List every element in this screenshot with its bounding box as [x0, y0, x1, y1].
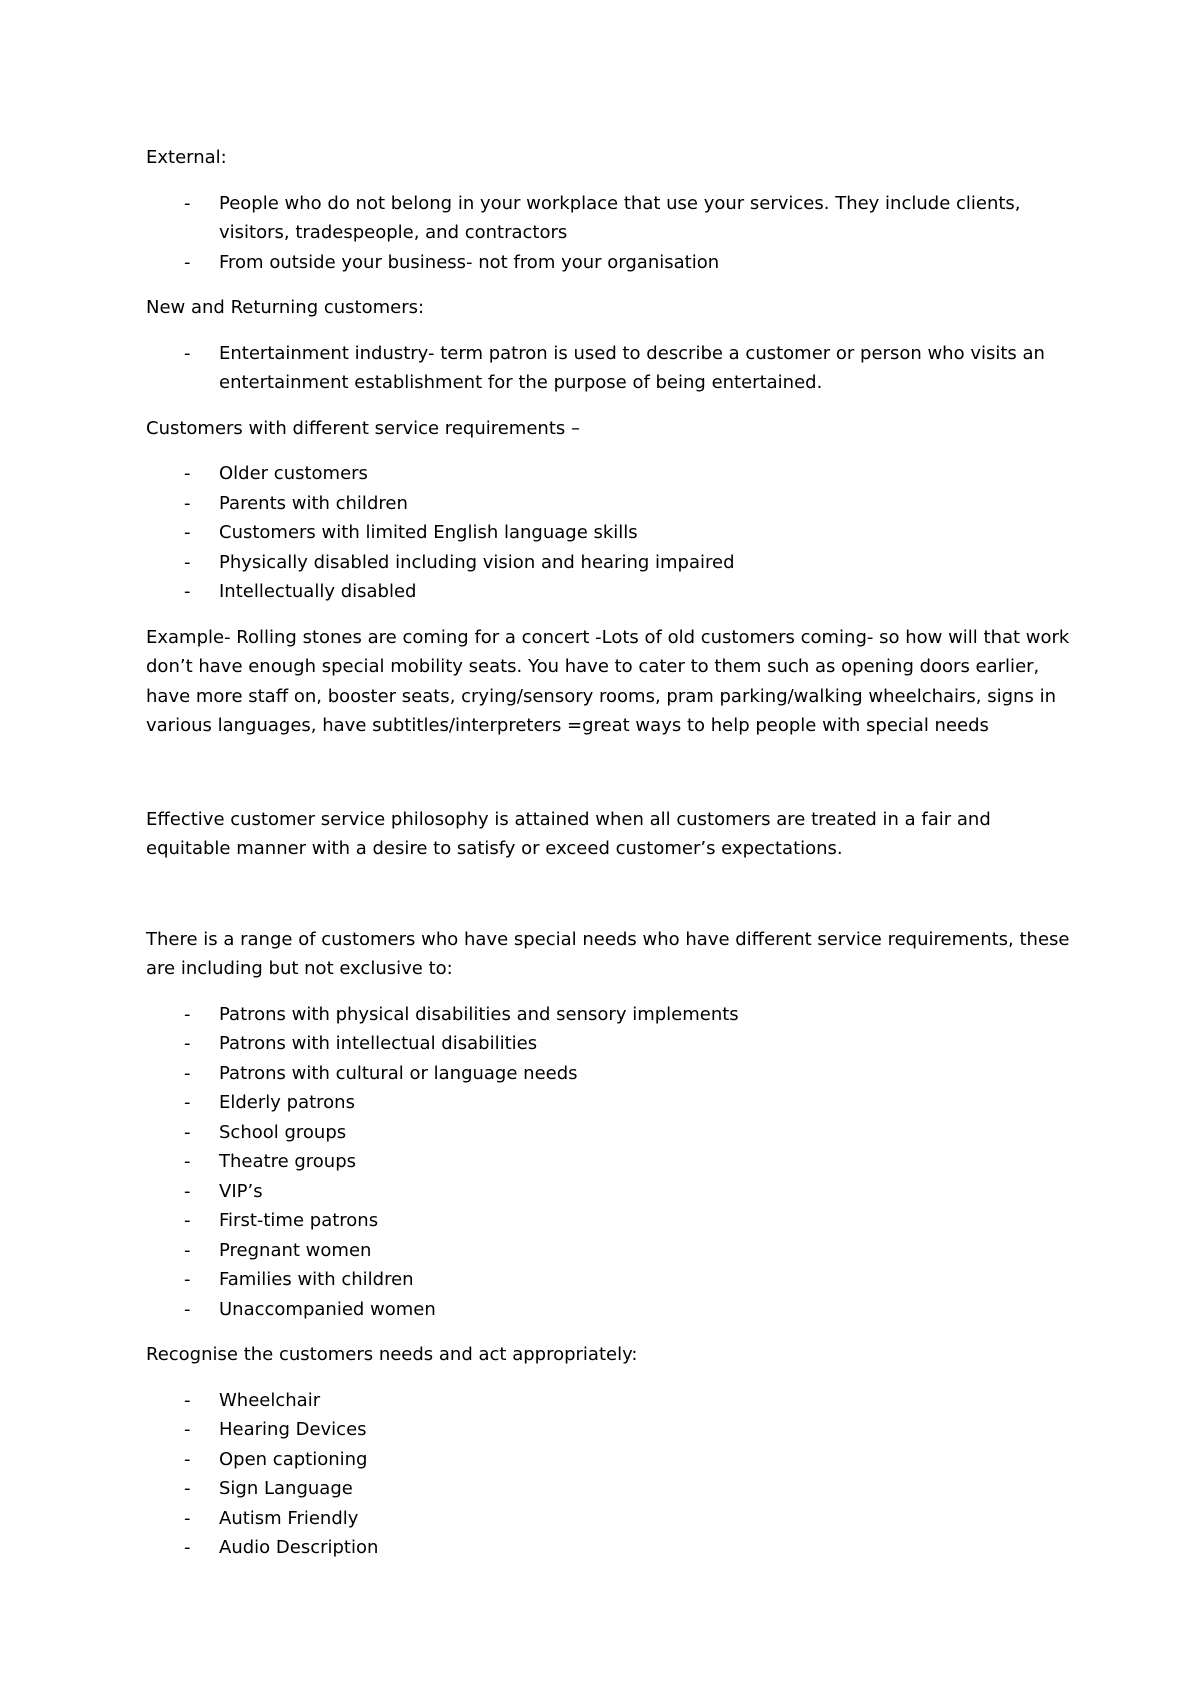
list-item	[146, 189, 1076, 248]
list-item	[146, 1177, 1076, 1207]
list-item	[146, 1059, 1076, 1089]
list-item-text: Patrons with physical disabilities and sensory implements	[219, 1003, 739, 1025]
list-item-text: Sign Language	[219, 1478, 353, 1499]
dash-bullet: -	[184, 1033, 191, 1054]
list-item-text: Unaccompanied women	[219, 1298, 436, 1320]
dash-bullet: -	[184, 1151, 191, 1172]
list-item-text: School groups	[219, 1121, 347, 1143]
list-item	[146, 1147, 1076, 1177]
list-item	[146, 518, 1076, 548]
list-item	[146, 548, 1076, 578]
list-item-text: People who do not belong in your workplace that use your services. They include clients, visitors, tradespeople, and contractors	[219, 192, 1021, 243]
dash-bullet: -	[184, 1121, 191, 1143]
dash-bullet: -	[184, 1180, 191, 1202]
dash-bullet: -	[184, 1062, 191, 1084]
bullet-list	[146, 459, 1076, 607]
list-item	[146, 1206, 1076, 1236]
paragraph: New and Returning customers:	[146, 297, 425, 318]
list-item-text: Intellectually disabled	[219, 581, 417, 602]
list-item-text: Pregnant women	[219, 1239, 372, 1261]
list-item-text: Theatre groups	[219, 1151, 357, 1172]
list-item	[146, 577, 1076, 607]
dash-bullet: -	[184, 1269, 191, 1290]
list-item-text: Patrons with cultural or language needs	[219, 1062, 578, 1084]
dash-bullet: -	[184, 1210, 191, 1231]
list-item	[146, 248, 1076, 278]
paragraph: There is a range of customers who have special needs who have different service requirements, these are including but not exclusive to:	[146, 928, 1070, 979]
list-item-text: VIP’s	[219, 1180, 263, 1202]
list-item	[146, 1000, 1076, 1030]
bullet-list	[146, 189, 1076, 278]
blank-space	[146, 757, 1076, 805]
dash-bullet: -	[184, 251, 191, 273]
list-item	[146, 1386, 1076, 1416]
dash-bullet: -	[184, 551, 191, 573]
list-item-text: Open captioning	[219, 1448, 368, 1470]
list-item-text: Hearing Devices	[219, 1419, 367, 1440]
dash-bullet: -	[184, 1448, 191, 1470]
list-item-text: Parents with children	[219, 492, 408, 514]
bullet-list	[146, 339, 1076, 398]
list-item	[146, 1415, 1076, 1445]
list-item-text: Patrons with intellectual disabilities	[219, 1033, 538, 1054]
dash-bullet: -	[184, 1507, 191, 1529]
blank-space	[146, 880, 1076, 925]
list-item	[146, 1533, 1076, 1563]
document-page	[146, 143, 1076, 1579]
list-item	[146, 339, 1076, 398]
list-item	[146, 1295, 1076, 1325]
dash-bullet: -	[184, 1239, 191, 1261]
bullet-list	[146, 1386, 1076, 1563]
dash-bullet: -	[184, 1537, 191, 1558]
list-item-text: Autism Friendly	[219, 1507, 359, 1529]
list-item-text: Customers with limited English language skills	[219, 522, 638, 543]
list-item	[146, 1445, 1076, 1475]
list-item-text: First-time patrons	[219, 1210, 379, 1231]
list-item-text: Physically disabled including vision and hearing impaired	[219, 551, 735, 573]
dash-bullet: -	[184, 1419, 191, 1440]
list-item	[146, 1265, 1076, 1295]
list-item	[146, 1118, 1076, 1148]
list-item	[146, 1088, 1076, 1118]
dash-bullet: -	[184, 1092, 191, 1113]
bullet-list	[146, 1000, 1076, 1325]
dash-bullet: -	[184, 192, 191, 214]
dash-bullet: -	[184, 463, 191, 484]
dash-bullet: -	[184, 1389, 191, 1411]
dash-bullet: -	[184, 1478, 191, 1499]
dash-bullet: -	[184, 581, 191, 602]
list-item	[146, 459, 1076, 489]
paragraph: External:	[146, 147, 227, 168]
paragraph: Effective customer service philosophy is attained when all customers are treated in a fair and equitable manner with a desire to satisfy or exceed customer’s expectations.	[146, 808, 991, 859]
dash-bullet: -	[184, 522, 191, 543]
dash-bullet: -	[184, 492, 191, 514]
paragraph: Example- Rolling stones are coming for a concert -Lots of old customers coming- so how will that work don’t have enough special mobility seats. You have to cater to them such as opening doors earlier, have more staff on, booster seats, crying/sensory rooms, pram parking/walking wheelchairs, signs in various languages, have subtitles/interpreters =great ways to help people with special needs	[146, 626, 1070, 736]
list-item	[146, 1504, 1076, 1534]
dash-bullet: -	[184, 1298, 191, 1320]
paragraph: Customers with different service requirements –	[146, 417, 580, 439]
list-item-text: Older customers	[219, 463, 368, 484]
dash-bullet: -	[184, 342, 191, 364]
list-item-text: Wheelchair	[219, 1389, 321, 1411]
dash-bullet: -	[184, 1003, 191, 1025]
paragraph: Recognise the customers needs and act appropriately:	[146, 1344, 638, 1365]
list-item-text: Entertainment industry- term patron is used to describe a customer or person who visits an entertainment establishment for the purpose of being entertained.	[219, 342, 1045, 393]
list-item-text: Families with children	[219, 1269, 414, 1290]
list-item	[146, 489, 1076, 519]
list-item	[146, 1474, 1076, 1504]
list-item-text: From outside your business- not from your organisation	[219, 251, 720, 273]
list-item-text: Elderly patrons	[219, 1092, 355, 1113]
list-item-text: Audio Description	[219, 1537, 379, 1558]
list-item	[146, 1236, 1076, 1266]
list-item	[146, 1029, 1076, 1059]
